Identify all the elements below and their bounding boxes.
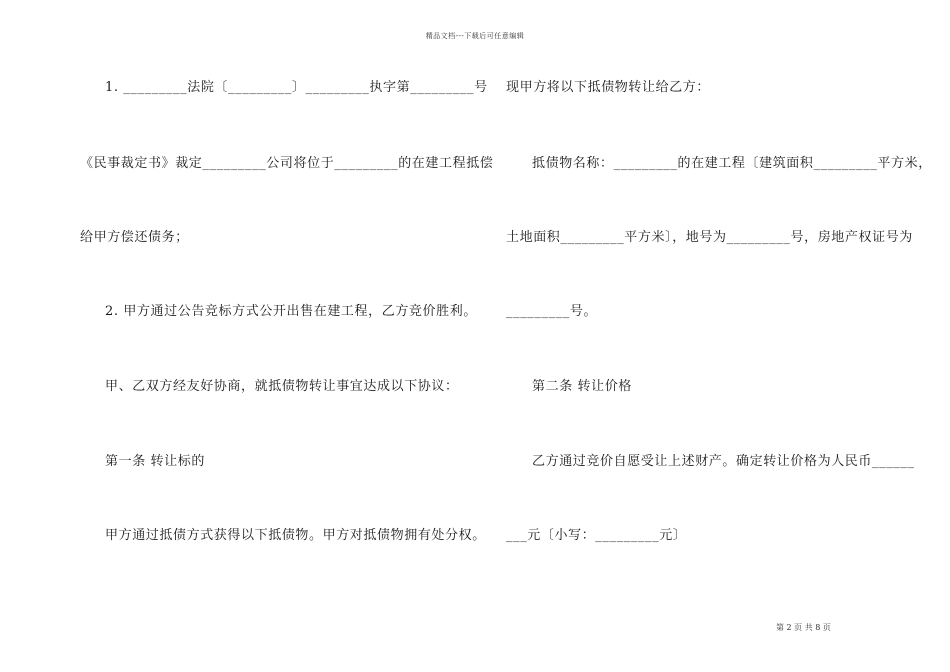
paragraph-line: 乙方通过竞价自愿受让上述财产。确定转让价格为人民币______ [532,454,915,469]
paragraph-line: 2. 甲方通过公告竞标方式公开出售在建工程，乙方竞价胜利。 [105,304,477,319]
paragraph-line: 1. _________法院〔_________〕_________执字第_________号 [105,80,488,95]
paragraph-line: 《民事裁定书》裁定_________公司将位于_________的在建工程抵偿 [80,156,494,171]
paragraph-line: 现甲方将以下抵债物转让给乙方： [506,80,711,95]
paragraph-line: 抵债物名称：_________的在建工程〔建筑面积_________平方米， [532,156,932,171]
section-heading: 第一条 转让标的 [105,454,205,469]
paragraph-line: 甲方通过抵债方式获得以下抵债物。甲方对抵债物拥有处分权。 [105,528,486,543]
paragraph-line: _________号。 [506,304,598,319]
paragraph-line: 土地面积_________平方米〕，地号为_________号，房地产权证号为 [506,230,913,245]
paragraph-line: 甲、乙双方经友好协商，就抵债物转让事宜达成以下协议： [105,379,459,394]
section-heading: 第二条 转让价格 [532,379,632,394]
paragraph-line: ___元〔小写：_________元〕 [506,528,687,543]
page-header: 精品文档---下载后可任意编辑 [425,32,525,40]
page-number: 第 2 页 共 8 页 [776,623,831,632]
paragraph-line: 给甲方偿还债务； [80,230,189,245]
